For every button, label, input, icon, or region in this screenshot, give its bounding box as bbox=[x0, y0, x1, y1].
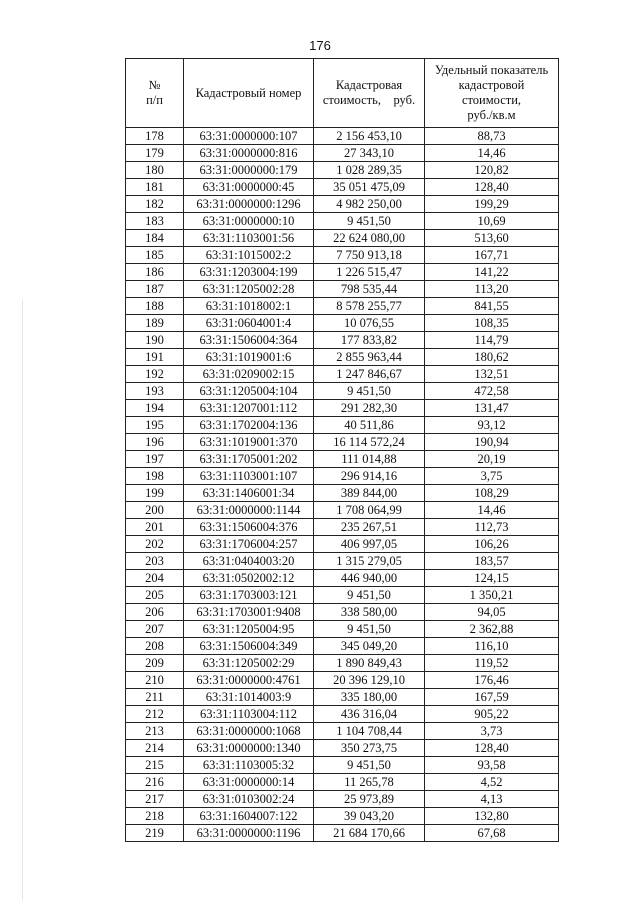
row-number: 201 bbox=[126, 519, 184, 536]
cadastral-number: 63:31:1103004:112 bbox=[184, 706, 314, 723]
cadastral-value: 39 043,20 bbox=[314, 808, 425, 825]
cadastral-value: 20 396 129,10 bbox=[314, 672, 425, 689]
table-row bbox=[126, 162, 559, 179]
specific-value: 124,15 bbox=[425, 570, 559, 587]
specific-value: 112,73 bbox=[425, 519, 559, 536]
cadastral-value: 111 014,88 bbox=[314, 451, 425, 468]
specific-value: 141,22 bbox=[425, 264, 559, 281]
row-number: 202 bbox=[126, 536, 184, 553]
specific-value: 93,58 bbox=[425, 757, 559, 774]
table-row bbox=[126, 315, 559, 332]
table-row bbox=[126, 196, 559, 213]
cadastral-value: 1 708 064,99 bbox=[314, 502, 425, 519]
cadastral-value: 335 180,00 bbox=[314, 689, 425, 706]
table-row bbox=[126, 740, 559, 757]
specific-value: 14,46 bbox=[425, 145, 559, 162]
table-row bbox=[126, 604, 559, 621]
cadastral-value: 9 451,50 bbox=[314, 383, 425, 400]
cadastral-number: 63:31:0000000:1296 bbox=[184, 196, 314, 213]
row-number: 189 bbox=[126, 315, 184, 332]
row-number: 186 bbox=[126, 264, 184, 281]
specific-value: 513,60 bbox=[425, 230, 559, 247]
cadastral-value: 446 940,00 bbox=[314, 570, 425, 587]
specific-value: 132,51 bbox=[425, 366, 559, 383]
specific-value: 3,75 bbox=[425, 468, 559, 485]
specific-value: 180,62 bbox=[425, 349, 559, 366]
row-number: 216 bbox=[126, 774, 184, 791]
row-number: 197 bbox=[126, 451, 184, 468]
table-row bbox=[126, 638, 559, 655]
specific-value: 120,82 bbox=[425, 162, 559, 179]
row-number: 180 bbox=[126, 162, 184, 179]
specific-value: 472,58 bbox=[425, 383, 559, 400]
table-row bbox=[126, 417, 559, 434]
table-row bbox=[126, 468, 559, 485]
cadastral-value: 4 982 250,00 bbox=[314, 196, 425, 213]
cadastral-value: 25 973,89 bbox=[314, 791, 425, 808]
specific-value: 108,29 bbox=[425, 485, 559, 502]
cadastral-number: 63:31:1019001:6 bbox=[184, 349, 314, 366]
cadastral-number: 63:31:1705001:202 bbox=[184, 451, 314, 468]
specific-value: 128,40 bbox=[425, 740, 559, 757]
cadastral-value: 9 451,50 bbox=[314, 587, 425, 604]
specific-value: 113,20 bbox=[425, 281, 559, 298]
cadastral-value: 7 750 913,18 bbox=[314, 247, 425, 264]
row-number: 194 bbox=[126, 400, 184, 417]
cadastral-number: 63:31:1506004:364 bbox=[184, 332, 314, 349]
table-header-row bbox=[126, 59, 559, 128]
table-row bbox=[126, 553, 559, 570]
cadastral-number: 63:31:0000000:1196 bbox=[184, 825, 314, 842]
specific-value: 128,40 bbox=[425, 179, 559, 196]
cadastral-value: 338 580,00 bbox=[314, 604, 425, 621]
cadastral-number: 63:31:1205004:104 bbox=[184, 383, 314, 400]
specific-value: 2 362,88 bbox=[425, 621, 559, 638]
cadastral-number: 63:31:0209002:15 bbox=[184, 366, 314, 383]
specific-value: 199,29 bbox=[425, 196, 559, 213]
cadastral-value: 177 833,82 bbox=[314, 332, 425, 349]
cadastral-value: 2 156 453,10 bbox=[314, 128, 425, 145]
cadastral-number: 63:31:0000000:1068 bbox=[184, 723, 314, 740]
cadastral-number: 63:31:0000000:45 bbox=[184, 179, 314, 196]
cadastral-number: 63:31:0502002:12 bbox=[184, 570, 314, 587]
cadastral-value: 10 076,55 bbox=[314, 315, 425, 332]
row-number: 188 bbox=[126, 298, 184, 315]
specific-value: 4,13 bbox=[425, 791, 559, 808]
table-row bbox=[126, 332, 559, 349]
table-row bbox=[126, 519, 559, 536]
row-number: 182 bbox=[126, 196, 184, 213]
row-number: 200 bbox=[126, 502, 184, 519]
cadastral-number: 63:31:1018002:1 bbox=[184, 298, 314, 315]
row-number: 204 bbox=[126, 570, 184, 587]
cadastral-number: 63:31:1019001:370 bbox=[184, 434, 314, 451]
specific-value: 167,59 bbox=[425, 689, 559, 706]
cadastral-number: 63:31:0000000:10 bbox=[184, 213, 314, 230]
row-number: 212 bbox=[126, 706, 184, 723]
row-number: 179 bbox=[126, 145, 184, 162]
cadastral-value: 2 855 963,44 bbox=[314, 349, 425, 366]
cadastral-value: 1 315 279,05 bbox=[314, 553, 425, 570]
row-number: 193 bbox=[126, 383, 184, 400]
table-row bbox=[126, 672, 559, 689]
cadastral-number: 63:31:1406001:34 bbox=[184, 485, 314, 502]
row-number: 195 bbox=[126, 417, 184, 434]
specific-value: 108,35 bbox=[425, 315, 559, 332]
cadastral-number: 63:31:0604001:4 bbox=[184, 315, 314, 332]
specific-value: 114,79 bbox=[425, 332, 559, 349]
cadastral-value: 11 265,78 bbox=[314, 774, 425, 791]
table-row bbox=[126, 230, 559, 247]
row-number: 178 bbox=[126, 128, 184, 145]
specific-value: 841,55 bbox=[425, 298, 559, 315]
row-number: 211 bbox=[126, 689, 184, 706]
cadastral-number: 63:31:1014003:9 bbox=[184, 689, 314, 706]
row-number: 190 bbox=[126, 332, 184, 349]
cadastral-number: 63:31:0000000:816 bbox=[184, 145, 314, 162]
cadastral-value: 389 844,00 bbox=[314, 485, 425, 502]
specific-value: 131,47 bbox=[425, 400, 559, 417]
cadastral-value: 345 049,20 bbox=[314, 638, 425, 655]
table-row bbox=[126, 791, 559, 808]
table-row bbox=[126, 213, 559, 230]
specific-value: 183,57 bbox=[425, 553, 559, 570]
header-num: № п/п bbox=[126, 59, 184, 128]
cadastral-number: 63:31:1203004:199 bbox=[184, 264, 314, 281]
specific-value: 119,52 bbox=[425, 655, 559, 672]
cadastral-table bbox=[125, 58, 559, 842]
specific-value: 67,68 bbox=[425, 825, 559, 842]
table-row bbox=[126, 536, 559, 553]
cadastral-value: 291 282,30 bbox=[314, 400, 425, 417]
cadastral-value: 436 316,04 bbox=[314, 706, 425, 723]
row-number: 187 bbox=[126, 281, 184, 298]
specific-value: 20,19 bbox=[425, 451, 559, 468]
specific-value: 14,46 bbox=[425, 502, 559, 519]
cadastral-value: 235 267,51 bbox=[314, 519, 425, 536]
cadastral-value: 8 578 255,77 bbox=[314, 298, 425, 315]
cadastral-value: 1 226 515,47 bbox=[314, 264, 425, 281]
cadastral-number: 63:31:0000000:1144 bbox=[184, 502, 314, 519]
table-row bbox=[126, 570, 559, 587]
cadastral-value: 9 451,50 bbox=[314, 213, 425, 230]
row-number: 181 bbox=[126, 179, 184, 196]
cadastral-value: 1 028 289,35 bbox=[314, 162, 425, 179]
table-row bbox=[126, 383, 559, 400]
table-row bbox=[126, 757, 559, 774]
specific-value: 93,12 bbox=[425, 417, 559, 434]
cadastral-number: 63:31:0404003:20 bbox=[184, 553, 314, 570]
row-number: 208 bbox=[126, 638, 184, 655]
cadastral-value: 9 451,50 bbox=[314, 757, 425, 774]
table-row bbox=[126, 774, 559, 791]
cadastral-number: 63:31:1205002:29 bbox=[184, 655, 314, 672]
cadastral-number: 63:31:1205004:95 bbox=[184, 621, 314, 638]
table-body bbox=[126, 128, 559, 842]
row-number: 210 bbox=[126, 672, 184, 689]
specific-value: 167,71 bbox=[425, 247, 559, 264]
specific-value: 4,52 bbox=[425, 774, 559, 791]
cadastral-number: 63:31:0000000:14 bbox=[184, 774, 314, 791]
table-row bbox=[126, 655, 559, 672]
cadastral-value: 350 273,75 bbox=[314, 740, 425, 757]
scan-edge-line bbox=[22, 300, 23, 900]
table-row bbox=[126, 145, 559, 162]
table-row bbox=[126, 349, 559, 366]
table-row bbox=[126, 434, 559, 451]
row-number: 205 bbox=[126, 587, 184, 604]
cadastral-value: 1 104 708,44 bbox=[314, 723, 425, 740]
table-row bbox=[126, 400, 559, 417]
row-number: 192 bbox=[126, 366, 184, 383]
row-number: 215 bbox=[126, 757, 184, 774]
row-number: 207 bbox=[126, 621, 184, 638]
specific-value: 94,05 bbox=[425, 604, 559, 621]
cadastral-number: 63:31:1703001:9408 bbox=[184, 604, 314, 621]
specific-value: 190,94 bbox=[425, 434, 559, 451]
row-number: 214 bbox=[126, 740, 184, 757]
row-number: 217 bbox=[126, 791, 184, 808]
cadastral-number: 63:31:1205002:28 bbox=[184, 281, 314, 298]
cadastral-number: 63:31:1706004:257 bbox=[184, 536, 314, 553]
row-number: 199 bbox=[126, 485, 184, 502]
cadastral-number: 63:31:1702004:136 bbox=[184, 417, 314, 434]
row-number: 209 bbox=[126, 655, 184, 672]
cadastral-number: 63:31:1604007:122 bbox=[184, 808, 314, 825]
cadastral-number: 63:31:1103001:56 bbox=[184, 230, 314, 247]
cadastral-value: 40 511,86 bbox=[314, 417, 425, 434]
specific-value: 3,73 bbox=[425, 723, 559, 740]
row-number: 184 bbox=[126, 230, 184, 247]
cadastral-number: 63:31:0000000:179 bbox=[184, 162, 314, 179]
table-row bbox=[126, 298, 559, 315]
cadastral-value: 406 997,05 bbox=[314, 536, 425, 553]
cadastral-number: 63:31:1103005:32 bbox=[184, 757, 314, 774]
cadastral-number: 63:31:1506004:349 bbox=[184, 638, 314, 655]
table-row bbox=[126, 706, 559, 723]
table-row bbox=[126, 128, 559, 145]
page-number: 176 bbox=[309, 38, 331, 53]
specific-value: 905,22 bbox=[425, 706, 559, 723]
cadastral-value: 16 114 572,24 bbox=[314, 434, 425, 451]
row-number: 219 bbox=[126, 825, 184, 842]
table-row bbox=[126, 808, 559, 825]
cadastral-number: 63:31:1207001:112 bbox=[184, 400, 314, 417]
table-row bbox=[126, 247, 559, 264]
table-row bbox=[126, 689, 559, 706]
cadastral-number: 63:31:0000000:4761 bbox=[184, 672, 314, 689]
specific-value: 116,10 bbox=[425, 638, 559, 655]
cadastral-value: 1 247 846,67 bbox=[314, 366, 425, 383]
specific-value: 106,26 bbox=[425, 536, 559, 553]
table-row bbox=[126, 451, 559, 468]
header-cad-value: Кадастровая стоимость, руб. bbox=[314, 59, 425, 128]
cadastral-number: 63:31:0000000:107 bbox=[184, 128, 314, 145]
row-number: 185 bbox=[126, 247, 184, 264]
row-number: 196 bbox=[126, 434, 184, 451]
row-number: 198 bbox=[126, 468, 184, 485]
row-number: 206 bbox=[126, 604, 184, 621]
header-cad-number: Кадастровый номер bbox=[184, 59, 314, 128]
row-number: 213 bbox=[126, 723, 184, 740]
cadastral-value: 35 051 475,09 bbox=[314, 179, 425, 196]
table-row bbox=[126, 825, 559, 842]
cadastral-number: 63:31:1703003:121 bbox=[184, 587, 314, 604]
cadastral-number: 63:31:0000000:1340 bbox=[184, 740, 314, 757]
cadastral-number: 63:31:1015002:2 bbox=[184, 247, 314, 264]
cadastral-value: 798 535,44 bbox=[314, 281, 425, 298]
cadastral-value: 27 343,10 bbox=[314, 145, 425, 162]
row-number: 183 bbox=[126, 213, 184, 230]
table-row bbox=[126, 587, 559, 604]
specific-value: 88,73 bbox=[425, 128, 559, 145]
table-row bbox=[126, 179, 559, 196]
cadastral-value: 21 684 170,66 bbox=[314, 825, 425, 842]
row-number: 191 bbox=[126, 349, 184, 366]
cadastral-number: 63:31:1506004:376 bbox=[184, 519, 314, 536]
cadastral-value: 296 914,16 bbox=[314, 468, 425, 485]
specific-value: 132,80 bbox=[425, 808, 559, 825]
table-row bbox=[126, 485, 559, 502]
specific-value: 1 350,21 bbox=[425, 587, 559, 604]
table-row bbox=[126, 502, 559, 519]
cadastral-number: 63:31:1103001:107 bbox=[184, 468, 314, 485]
specific-value: 176,46 bbox=[425, 672, 559, 689]
row-number: 203 bbox=[126, 553, 184, 570]
cadastral-value: 9 451,50 bbox=[314, 621, 425, 638]
header-specific: Удельный показатель кадастровой стоимости, руб./кв.м bbox=[425, 59, 559, 128]
table-row bbox=[126, 264, 559, 281]
cadastral-value: 22 624 080,00 bbox=[314, 230, 425, 247]
table-row bbox=[126, 281, 559, 298]
cadastral-number: 63:31:0103002:24 bbox=[184, 791, 314, 808]
table-row bbox=[126, 366, 559, 383]
specific-value: 10,69 bbox=[425, 213, 559, 230]
cadastral-value: 1 890 849,43 bbox=[314, 655, 425, 672]
table-row bbox=[126, 723, 559, 740]
row-number: 218 bbox=[126, 808, 184, 825]
table-row bbox=[126, 621, 559, 638]
